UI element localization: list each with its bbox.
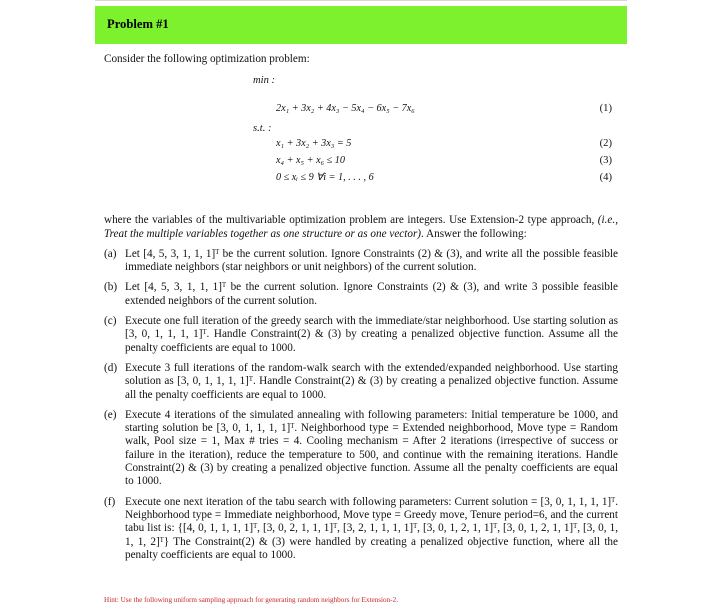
problem-body <box>104 53 618 562</box>
question-e-label: (e) <box>104 408 117 421</box>
question-b-label: (b) <box>104 281 118 294</box>
question-f-label: (f) <box>104 495 116 508</box>
question-c-label: (c) <box>104 315 117 328</box>
question-c-text: Execute one full iteration of the greedy search with the immediate/star neighborhood. Use starting solution as [3, 0, 1, 1, 1, 1]ᵀ. Handle Constraint(2) & (3) by creating a penalized objective function. Assume all the penalty coefficients are equal to 1000. <box>125 315 618 354</box>
equation-number-3: (3) <box>599 155 612 167</box>
intro-text: Consider the following optimization problem: <box>104 53 310 65</box>
question-list <box>104 248 618 562</box>
question-e <box>104 409 618 489</box>
question-f-text: Execute one next iteration of the tabu search with following parameters: Current solution = [3, 0, 1, 1, 1, 1]ᵀ. Neighborhood type = Immediate neighborhood, Move type = Greedy move, Tenure period=6, and the current tabu list is: {[4, 0, 1, 1, 1, 1]ᵀ, [3, 0, 2, 1, 1, 1]ᵀ, [3, 2, 1, 1, 1, 1]ᵀ, [3, 0, 1, 2, 1, 1]ᵀ, [3, 0, 1, 2, 1, 1]ᵀ, [3, 0, 1, 1, 1, 2]ᵀ} The Constraint(2) & (3) were handled by creating a penalized objective function, where all the penalty coefficients are equal to 1000. <box>125 495 618 561</box>
min-label: min : <box>253 75 276 87</box>
subject-to-label: s.t. : <box>253 123 272 135</box>
constraint-3: x₄ + x₅ + x₆ ≤ 10 <box>276 155 345 167</box>
hint-text: Hint: Use the following uniform sampling approach for generating random neighbors for Extension-2. <box>104 596 399 604</box>
problem-description <box>104 214 618 241</box>
equation-number-2: (2) <box>599 138 612 150</box>
question-f <box>104 496 618 562</box>
equation-number-4: (4) <box>599 172 612 184</box>
description-text-1: where the variables of the multivariable optimization problem are integers. Use Extension-2 type approach, <box>104 214 598 227</box>
question-d-text: Execute 3 full iterations of the random-walk search with the extended/expanded neighborhood. Use starting solution as [3, 0, 1, 1, 1, 1]ᵀ. Handle Constraint(2) & (3) by creating a penalized objective function. Assume all the penalty coefficients are equal to 1000. <box>125 361 618 401</box>
question-d-label: (d) <box>104 361 118 374</box>
question-b-text: Let [4, 5, 3, 1, 1, 1]ᵀ be the current solution. Ignore Constraints (2) & (3), and write 3 possible feasible extended neighbors of the current solution. <box>125 281 618 307</box>
top-rule <box>95 0 627 1</box>
problem-title: Problem #1 <box>107 17 169 31</box>
objective-function: 2x₁ + 3x₂ + 4x₃ − 5x₄ − 6x₅ − 7x₆ <box>276 103 415 115</box>
description-text-2: . Answer the following: <box>421 227 527 240</box>
optimization-formulation <box>104 74 618 210</box>
constraint-4: 0 ≤ xᵢ ≤ 9 ∀i = 1, . . . , 6 <box>276 172 374 184</box>
description-emphasis: (i.e., Treat the multiple variables together as one structure or as one vector) <box>104 214 618 240</box>
constraint-2: x₁ + 3x₂ + 3x₃ = 5 <box>276 138 352 150</box>
question-b <box>104 281 618 308</box>
question-a-text: Let [4, 5, 3, 1, 1, 1]ᵀ be the current solution. Ignore Constraints (2) & (3), and write all the possible feasible immediate neighbors (star neighbors or unit neighbors) of the current solution. <box>125 247 618 274</box>
question-a-label: (a) <box>104 247 117 260</box>
question-c <box>104 315 618 355</box>
question-a <box>104 248 618 275</box>
question-e-text: Execute 4 iterations of the simulated annealing with following parameters: Initial temperature be 1000, and starting solution be [3, 0, 1, 1, 1, 1]ᵀ. Neighborhood type = Extended neighborhood, Move type = Random walk, Pool size = 1, Max # tries = 4. Cooling mechanism = After 2 iterations (irrespective of success or failure in the iteration), reduce the temperature to 500, and continue with the remaining iterations. Handle Constraint(2) & (3) by creating a penalized objective function. Assume all the penalty coefficients are equal to 1000. <box>125 408 618 488</box>
equation-number-1: (1) <box>599 103 612 115</box>
problem-header <box>95 6 627 44</box>
question-d <box>104 362 618 402</box>
